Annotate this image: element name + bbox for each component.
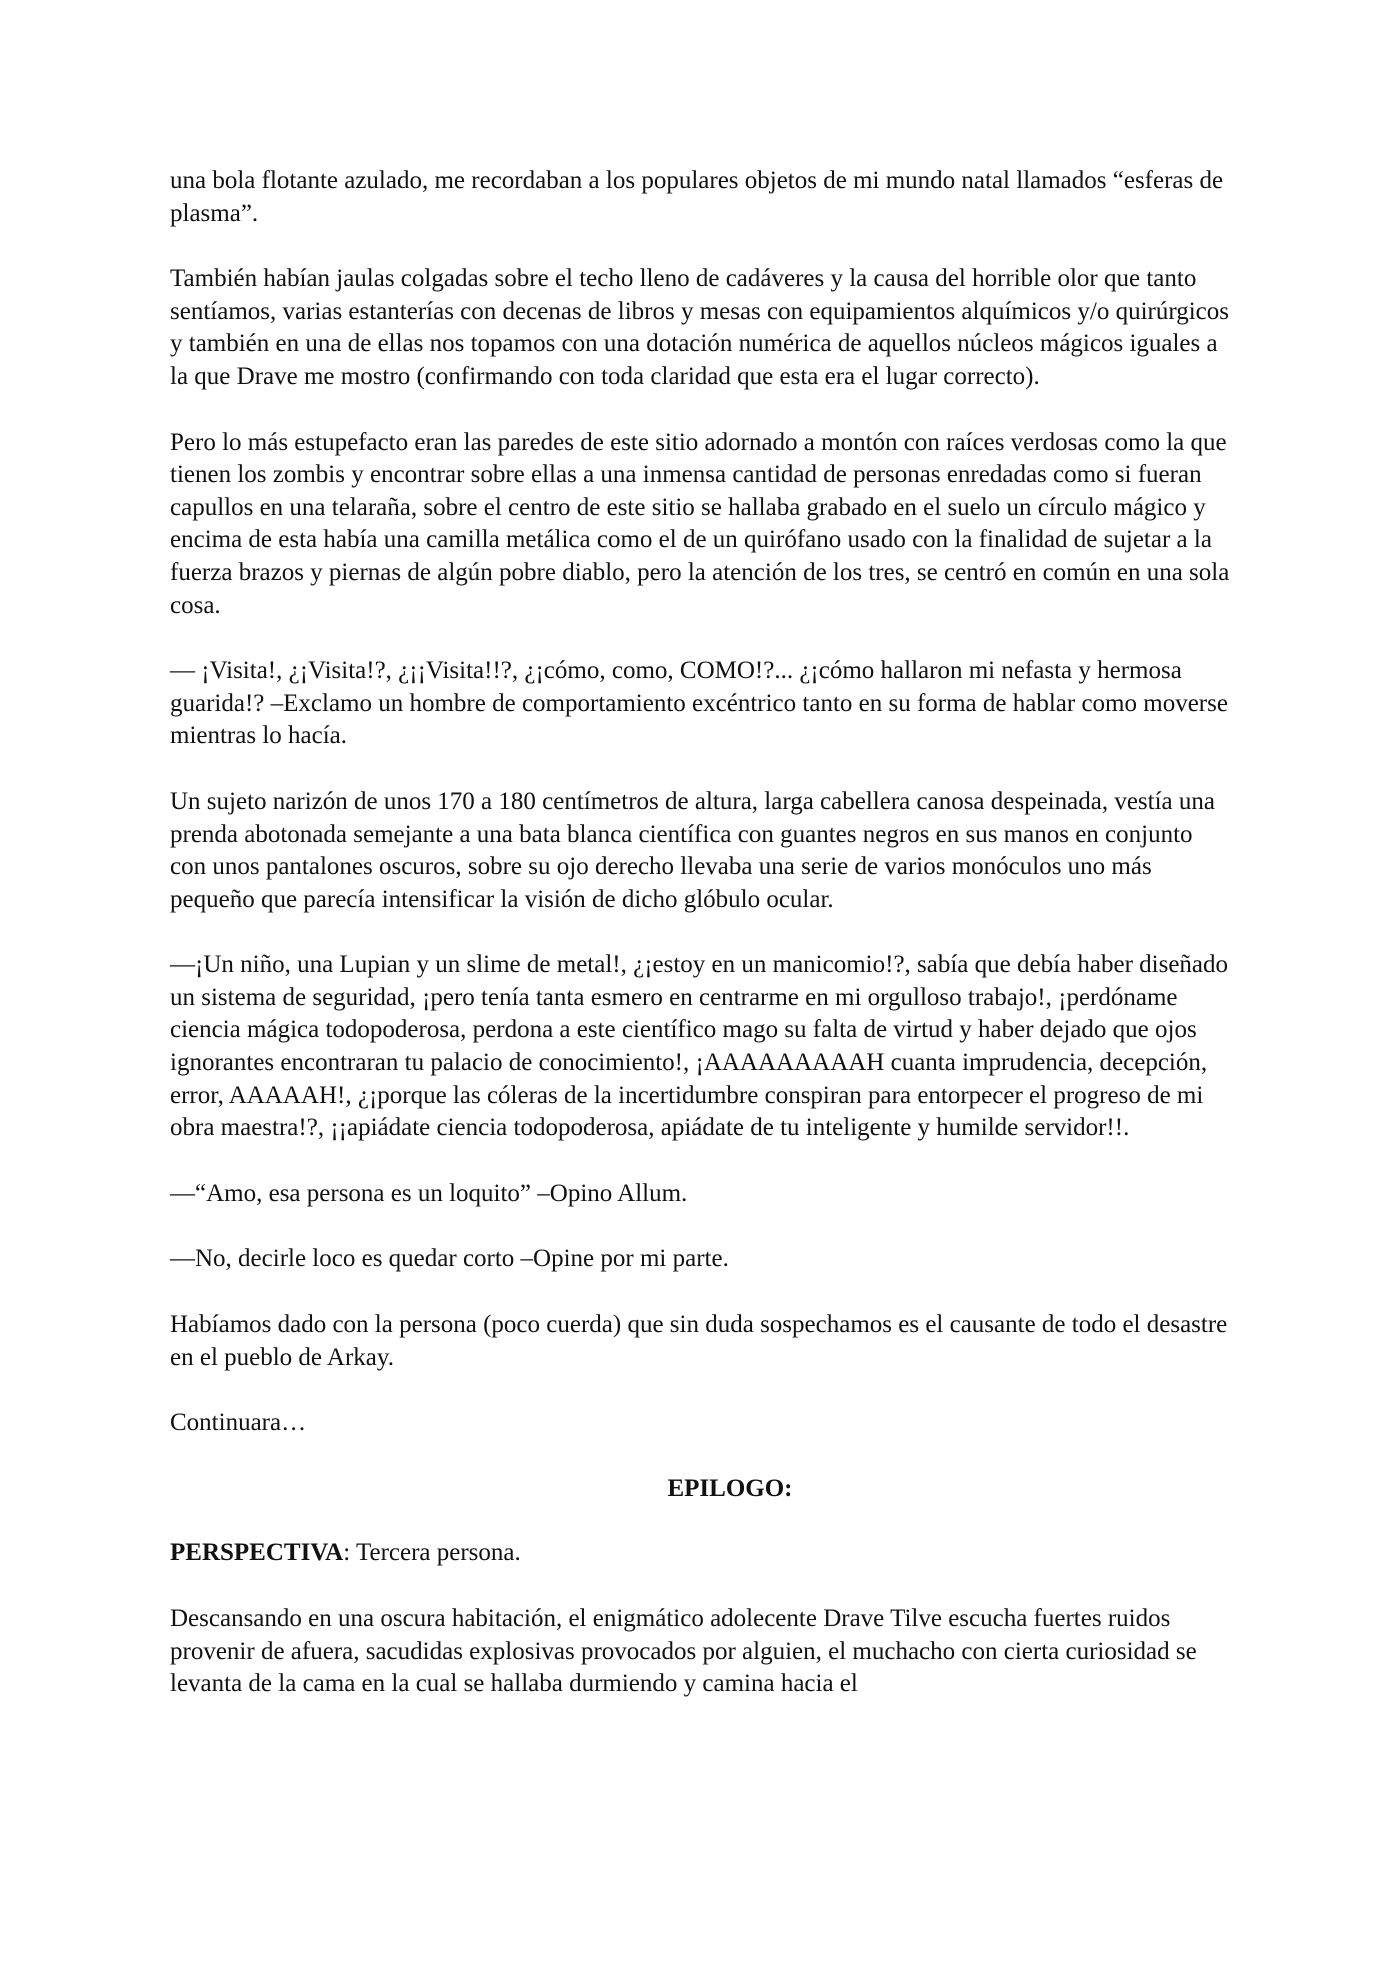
perspective-label: PERSPECTIVA bbox=[170, 1539, 344, 1567]
paragraph-cages-shelves: También habían jaulas colgadas sobre el techo lleno de cadáveres y la causa del horrible olor que tanto sentíamos, varias estanterías con decenas de libros y mesas con equipamientos alquímicos y/o quirúrgicos y también en una de ellas nos topamos con una dotación numérica de aquellos núcleos mágicos iguales a la que Drave me mostro (confirmando con toda claridad que esta era el lugar correcto). bbox=[170, 265, 1229, 390]
perspective-line bbox=[170, 1537, 1230, 1570]
paragraph-plasma-spheres: una bola flotante azulado, me recordaban a los populares objetos de mi mundo natal llamados “esferas de plasma”. bbox=[170, 167, 1224, 227]
paragraph-epilogue-drave: Descansando en una oscura habitación, el enigmático adolecente Drave Tilve escucha fuertes ruidos provenir de afuera, sacudidas explosivas provocados por alguien, el muchacho con cierta curiosidad se levanta de la cama en la cual se hallaba durmiendo y camina hacia el bbox=[170, 1605, 1197, 1698]
document-body bbox=[170, 165, 1230, 1734]
paragraph-found-person: Habíamos dado con la persona (poco cuerda) que sin duda sospechamos es el causante de todo el desastre en el pueblo de Arkay. bbox=[170, 1311, 1228, 1371]
paragraph-walls-roots: Pero lo más estupefacto eran las paredes de este sitio adornado a montón con raíces verdosas como la que tienen los zombis y encontrar sobre ellas a una inmensa cantidad de personas enredadas como si fueran capullos en una telaraña, sobre el centro de este sitio se hallaba grabado en el suelo un círculo mágico y encima de esta había una camilla metálica como el de un quirófano usado con la finalidad de sujetar a la fuerza brazos y piernas de algún pobre diablo, pero la atención de los tres, se centró en común en una sola cosa. bbox=[170, 428, 1230, 619]
paragraph-scientist-description: Un sujeto narizón de unos 170 a 180 centímetros de altura, larga cabellera canosa despeinada, vestía una prenda abotonada semejante a una bata blanca científica con guantes negros en sus manos en conjunto con unos pantalones oscuros, sobre su ojo derecho llevaba una serie de varios monóculos uno más pequeño que parecía intensificar la visión de dicho glóbulo ocular. bbox=[170, 787, 1215, 913]
dialogue-narrator: —No, decirle loco es quedar corto –Opine por mi parte. bbox=[170, 1245, 729, 1273]
perspective-value: : Tercera persona. bbox=[343, 1539, 521, 1567]
epilogue-heading: EPILOGO: bbox=[667, 1474, 793, 1502]
dialogue-visita: — ¡Visita!, ¿¡Visita!?, ¿¡¡Visita!!?, ¿¡cómo, como, COMO!?... ¿¡cómo hallaron mi nefasta y hermosa guarida!? –Exclamo un hombre de comportamiento excéntrico tanto en su forma de hablar como moverse mientras lo hacía. bbox=[170, 657, 1228, 750]
dialogue-scientist-rant: —¡Un niño, una Lupian y un slime de metal!, ¿¡estoy en un manicomio!?, sabía que debía haber diseñado un sistema de seguridad, ¡pero tenía tanta esmero en centrarme en mi orgulloso trabajo!, ¡perdóname ciencia mágica todopoderosa, perdona a este científico mago su falta de virtud y haber dejado que ojos ignorantes encontraran tu palacio de conocimiento!, ¡AAAAAAAAAH cuanta imprudencia, decepción, error, AAAAAH!, ¿¡porque las cóleras de la incertidumbre conspiran para entorpecer el progreso de mi obra maestra!?, ¡¡apiádate ciencia todopoderosa, apiádate de tu inteligente y humilde servidor!!. bbox=[170, 951, 1229, 1142]
paragraph-continuara: Continuara… bbox=[170, 1409, 307, 1437]
dialogue-allum: —“Amo, esa persona es un loquito” –Opino Allum. bbox=[170, 1179, 688, 1207]
